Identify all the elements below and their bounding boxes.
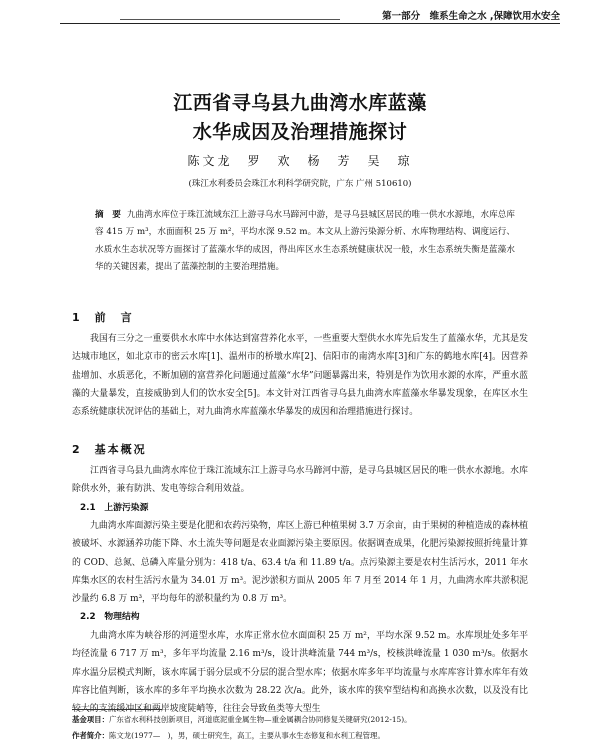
running-head-rule bbox=[60, 23, 560, 24]
running-head-title: 第一部分 维系生命之水 ,保障饮用水安全 bbox=[378, 8, 560, 22]
overview-paragraph: 江西省寻乌县九曲湾水库位于珠江流域东江上游寻乌水马蹄河中游，是寻乌县城区居民的唯一供水水源地。水库除供水外，兼有防洪、发电等综合利用效益。 bbox=[72, 466, 528, 495]
author-list: 陈文龙 罗 欢 杨 芳 吴 琼 bbox=[187, 154, 413, 168]
abstract-label: 摘 要 bbox=[95, 210, 121, 220]
author-bio-label: 作者简介： bbox=[72, 731, 109, 740]
author-bio-text: 陈文龙(1977— )，男，硕士研究生，高工，主要从事水生态修复和水利工程管理。 bbox=[108, 731, 385, 740]
running-head-dashes bbox=[120, 19, 340, 20]
fund-label: 基金项目： bbox=[72, 715, 109, 724]
section-heading-introduction: 1 前 言 bbox=[72, 311, 134, 324]
subsection-heading-pollution: 2.1 上游污染源 bbox=[80, 503, 149, 513]
pollution-paragraph: 九曲湾水库面源污染主要是化肥和农药污染物，库区上游已种植果树 3.7 万余亩，由于果树的种植造成的森林植被破坏、水源涵养功能下降、水土流失等问题是农业面源污染主要原因。依据调查成果，化肥污染源按照折纯量计算的 COD、总氮、总磷入库量分别为：418 t/a、63.4 t/a 和 11.89 t/a。点污染源主要是农村生活污水，2011 年水库集水区的农村生活污水量为 34.01 万 m³。泥沙淤积方面从 2005 年 7 月至 2014 年 1 月，九曲湾水库共淤积泥沙量约 6.8 万 m³，平均每年的淤积量约为 0.8 万 m³。 bbox=[72, 521, 528, 605]
introduction-paragraph: 我国有三分之一重要供水水库中水体达到富营养化水平，一些重要大型供水水库先后发生了蓝藻水华，尤其是发达城市地区，如北京市的密云水库[1]、温州市的桥墩水库[2]、信阳市的南湾水库[3]和广东的鹤地水库[4]。因营养盐增加、水质恶化，不断加剧的富营养化问题通过蓝藻“水华”问题暴露出来，特别是作为饮用水源的水库，严重水蓝藻的大量暴发，直接威胁到人们的饮水安全[5]。本文针对江西省寻乌县九曲湾水库蓝藻水华暴发现象，在库区水生态系统健康状况评估的基础上，对九曲湾水库蓝藻水华暴发的成因和治理措施进行探讨。 bbox=[72, 334, 528, 418]
footnote-author bbox=[72, 729, 528, 742]
article-title-line-1: 江西省寻乌县九曲湾水库蓝藻 bbox=[173, 92, 427, 114]
subsection-heading-structure: 2.2 物理结构 bbox=[80, 612, 140, 622]
fund-text: 广东省水利科技创新项目，河道底泥重金属生物—重金属耦合协同修复关键研究(2012-15)。 bbox=[108, 715, 412, 724]
article-title-line-2: 水华成因及治理措施探讨 bbox=[192, 121, 408, 143]
structure-paragraph: 九曲湾水库为峡谷形的河道型水库，水库正常水位水面面积 25 万 m²，平均水深 9.52 m。水库坝址处多年平均径流量 6 717 万 m³，多年平均流量 2.16 m³/s，设计洪峰流量 744 m³/s，校核洪峰流量 1 030 m³/s。依据水库水温分层模式判断，该水库属于弱分层或不分层的混合型水库；依据水库多年平均流量与水库库容计算水库年有效库容比值判断，该水库的多年平均换水次数为 28.22 次/a。此外，该水库的狭窄型结构和高换水次数，以及没有比较大的支流缓冲区和两岸坡度陡峭等，往往会导致鱼类等大型生 bbox=[72, 631, 528, 715]
section-heading-overview: 2 基本概况 bbox=[72, 443, 147, 456]
abstract-text: 九曲湾水库位于珠江流域东江上游寻乌水马蹄河中游，是寻乌县城区居民的唯一供水水源地，水库总库容 415 万 m³，水面面积 25 万 m²，平均水深 9.52 m。本文从上游污染源分析、水库物理结构、调度运行、水质水生态状况等方面探讨了蓝藻水华的成因，得出库区水生态系统健康状况一般，水生态系统失衡是蓝藻水华的关键因素，提出了蓝藻控制的主要治理措施。 bbox=[95, 210, 515, 272]
affiliation: (珠江水利委员会珠江水利科学研究院，广东 广州 510610) bbox=[188, 179, 412, 189]
footnote-rule bbox=[72, 709, 162, 710]
footnote-fund bbox=[72, 713, 528, 726]
running-head bbox=[60, 6, 560, 28]
abstract bbox=[95, 207, 515, 276]
